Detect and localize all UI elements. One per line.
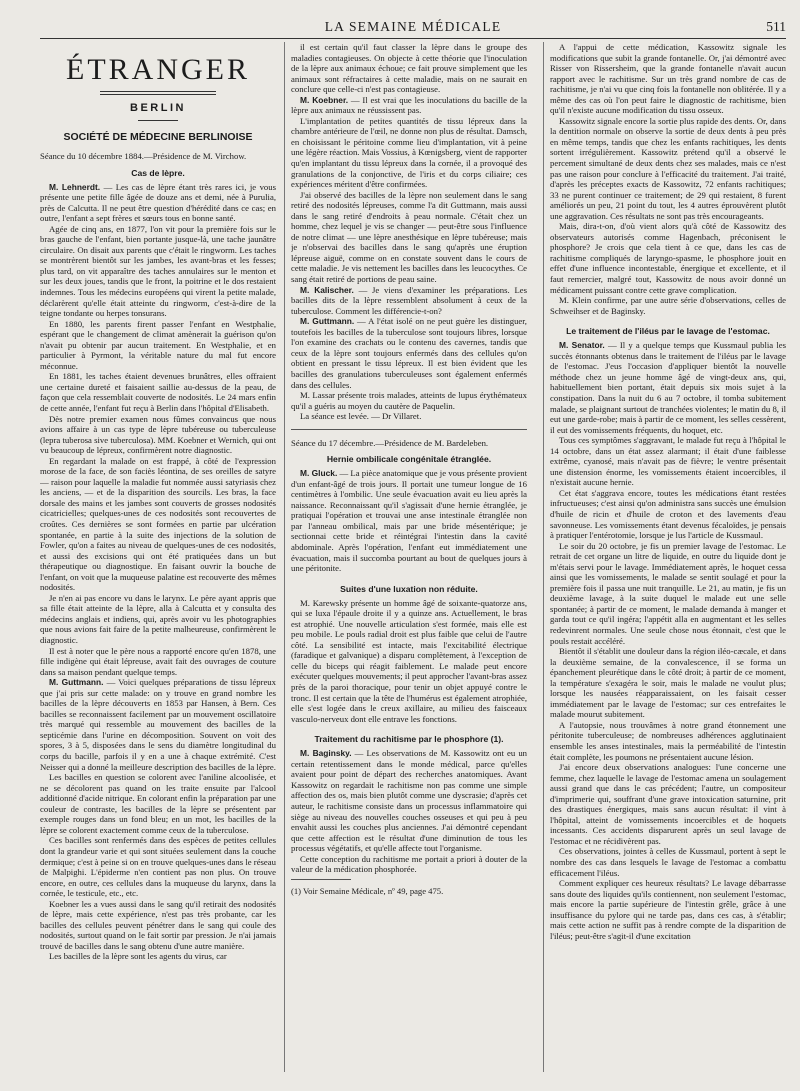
paragraph: En 1881, les taches étaient devenues brunâtres, elles offraient une certaine dureté et faisaient saillie au-dessus de la peau, de façon que cela ressemblait couverte de nodosités. Le 24 mars enfin de cette année, l'enfant fut reçu à Berlin dans l'hôpital d'Elisabeth. (40, 371, 276, 413)
seance-line: Séance du 10 décembre 1884.—Présidence de M. Virchow. (40, 151, 247, 161)
paragraph: Je n'en ai pas encore vu dans le larynx. Le père ayant appris que sa fille était atteinte de la lèpre, alla à Calcutta et y consulta des médecins anglais et indiens, qui, après avoir vu les photographies que nous avions fait faire de la petite malheureuse, confirmèrent le diagnostic. (40, 592, 276, 646)
column-2 (291, 42, 527, 1078)
paragraph: Cet état s'aggrava encore, toutes les médications étant restées infructueuses; c'est ainsi qu'on administra sans succès une émulsion d'huile de ricin et d'huile de croton et des lavements d'eau savonneuse. Les vomissements étant devenus fécaloïdes, je pensais à pratiquer l'entérotomie, lorsque je lus l'article de Kussmaul. (550, 487, 786, 541)
hernie-body (291, 468, 527, 573)
footnote: (1) Voir Semaine Médicale, nº 49, page 475. (291, 885, 444, 896)
paragraph: L'implantation de petites quantités de tissu lépreux dans la chambre antérieure de l'œil, ne donne non plus de résultat. Damsch, en choisissant le péritoine comme lieu d'implantation, vit à peine une légère réaction. Mais Vossius, à Kœnigsberg, vient de rapporter qu'en implantant du tissu lépreux dans la cornée, il a provoqué des granulations de la conjonctive, de l'iris et du corps ciliaire; ces expériences méritent d'être confirmées. (291, 115, 527, 190)
columns (40, 42, 786, 1078)
paragraph: M. Lassar présente trois malades, atteints de lupus érythémateux qu'il a guéris au moyen du cautère de Paquelin. (291, 390, 527, 411)
paragraph: La séance est levée. — Dr Villaret. (300, 411, 422, 422)
paragraph: J'ai observé des bacilles de la lèpre non seulement dans le sang retiré des nodosités lépreuses, comme l'a dit Guttmann, mais aussi dans le sang retiré d'endroits à peau normale. C'était chez un homme, chez lequel je vis se changer — peut-être sous l'influence de notre climat — une lèpre anesthésique en lèpre tubéreuse; mais je n'observai des bacilles dans le sang qu'après une éruption lépreuse aiguë, comme on en constate souvent dans le cours de cette maladie. Je vis nettement les bacilles dans les leucocythes. Ce sang était retiré de portions de peau saine. (291, 189, 527, 285)
column-divider (284, 42, 285, 1072)
paragraph: M. Senator. — Il y a quelque temps que Kussmaul publia les succès étonnants obtenus dans le traitement de l'iléus par le lavage de l'estomac. J'eus l'occasion d'appliquer bientôt la nouvelle méthode chez un jeune homme âgé de vingt-deux ans, qui, habituellement bien portant, était depuis six mois sujet à la constipation. Dans la nuit du 6 au 7 octobre, il tomba subitement malade, se plaignant surtout de tranchées violentes; le matin du 8, il eut une garde-robe; mais à partir de ce moment, les selles cessèrent, il eut des vomissements fréquents, du hoquet, etc. (550, 340, 786, 435)
society-heading: SOCIÉTÉ DE MÉDECINE BERLINOISE (63, 131, 253, 143)
col3-body (550, 42, 786, 316)
paragraph: Les bacilles de la lèpre sont les agents du virus, car (49, 951, 227, 962)
col2-body (291, 42, 527, 422)
paragraph: Kassowitz signale encore la sortie plus rapide des dents. Or, dans la dentition normale on observe la sortie de deux dents à peu près en même temps, tandis que chez les enfants rachitiques, les dents sortent irrégulièrement. Kassowitz prétend qu'il a observé le percement simultané de deux dents chez ses malades, mais ce n'est pas une raison pour conclure à l'efficacité du traitement. J'ai traité, d'après les préceptes exacts de Kassowitz, 72 enfants rachitiques; 33 ne purent continuer ce traitement; de 29 qui restaient, 8 furent améliorés un peu, 21 point du tout, les 4 autres éprouvèrent plutôt une aggravation. Ces résultats ne sont pas très encourageants. (550, 115, 786, 221)
paragraph: M. Kalischer. — Je viens d'examiner les préparations. Les bacilles dits de la lèpre ressemblent absolument à ceux de la tuberculose. Comment les différencie-t-on? (291, 284, 527, 316)
rachitisme-body (291, 748, 527, 875)
col1-body (40, 182, 276, 962)
separator-rule (291, 429, 527, 430)
newspaper-page (40, 16, 786, 1076)
paragraph: M. Gluck. — La pièce anatomique que je vous présente provient d'un enfant-âgé de trois jours. Il portait une tumeur longue de 16 centimètres à l'ombilic. Une seule évacuation avait eu lieu après la naissance. Reconnaissant qu'il s'agissait d'une hernie étranglée, je pratiquai l'opération et trouvai une anse intestinale étranglée non par l'anneau ombilical, mais par une bride mésentérique; je sectionnai cette bride et réintégrai l'intestin dans la cavité abdominale. Après l'opération, l'enfant eut immédiatement une évacuation, mais il succomba pourtant au bout de quelques jours à une péritonite. (291, 468, 527, 574)
paragraph: Ces observations, jointes à celles de Kussmaul, portent à sept le nombre des cas dans lesquels le lavage de l'estomac a combattu efficacement l'iléus. (550, 846, 786, 878)
running-title: LA SEMAINE MÉDICALE (324, 19, 502, 34)
paragraph: M. Baginsky. — Les observations de M. Kassowitz ont eu un certain retentissement dans le monde médical, parce qu'elles avaient pour point de départ des recherches anatomiques. Avant Kassowitz on regardait le rachitisme non pas comme une simple affection des os, mais bien plutôt comme une dyscrasie; d'après cet auteur, le rachitisme consiste dans un processus inflammatoire qui siège au niveau des nouvelles couches osseuses et qui peu à peu envahit aussi les couches plus anciennes. J'ai démontré cependant que cette affection est le résultat d'une diminution de tous les processus végétatifs, et qu'elle affecte tout l'organisme. (291, 748, 527, 854)
column-divider (543, 42, 544, 1072)
paragraph: M. Guttmann. — Voici quelques préparations de tissu lépreux que j'ai pris sur cette malade: on y trouve en grand nombre les bacilles de la lèpre découverts en 1853 par Hansen, à Bern. Ces bacilles se reconnaissent facilement par un mouvement oscillatoire très marqué qui ressemble au mouvement des bacilles de la septicémie dans l'urine en décomposition. Souvent on voit des spores, 3 à 5, disposées dans le sens du diamètre longitudinal du corps du bacille, parfois il y en a une à chaque extrémité. C'est Neisser qui a donné la meilleure description des bacilles de la lèpre. (40, 677, 276, 772)
page-number: 511 (766, 19, 786, 34)
luxation-body (291, 598, 527, 725)
paragraph: Cette conception du rachitisme me portait a priori à douter de la valeur de la médication phosphorée. (291, 853, 527, 875)
paragraph: Agée de cinq ans, en 1877, l'on vit pour la première fois sur le bras gauche de l'enfant, bien portante jusque-là, une tache jaunâtre circulaire. On disait aux parents que c'était le ringworm. Les taches se montrèrent bientôt sur les jambes, les avant-bras et les fesses; plus tard, on vit apparaître des taches annulaires sur le menton et sur les deux joues, tandis que le front, la poitrine et le dos restaient indemnes. Tous les médecins européens qui virent la petite malade, déclarèrent qu'elle était atteinte du ringworm, c'est-à-dire de la teigne tondante ou herpes tonsurans. (40, 223, 276, 319)
paragraph: Il est à noter que le père nous a rapporté encore qu'en 1878, une fille indigène qui était lépreuse, avait fait des ouvrages de couture dans sa maison pendant quelque temps. (40, 645, 276, 677)
section-title: ÉTRANGER (66, 53, 250, 86)
running-head (40, 16, 786, 39)
paragraph: En 1880, les parents firent passer l'enfant en Westphalie, espérant que le changement de climat amènerait la guérison qu'on n'avait pu obtenir par aucun traitement. En Westphalie, et en particulier à Pyrmont, la véritable nature du mal fut encore méconnue. (40, 318, 276, 371)
paragraph: M. Koebner. — Il est vrai que les inoculations du bacille de la lèpre aux animaux ne réussissent pas. (291, 94, 527, 116)
paragraph: M. Lehnerdt. — Les cas de lèpre étant très rares ici, je vous présente une petite fille âgée de douze ans et demi, née à Purulia, près de Calcutta. Il ne peut être question d'hérédité dans ce cas; en outre, l'enfant a sept frères et sœurs tous en bonne santé. (40, 181, 276, 224)
subheading-rachitisme: Traitement du rachitisme par le phosphore (1). (314, 734, 504, 745)
paragraph: il est certain qu'il faut classer la lèpre dans le groupe des maladies contagieuses. On objecte à cette théorie que l'inoculation de la lèpre aux animaux échoue; ce fait prouve simplement que les animaux sont réfractaires à cette maladie, mais on ne saurait en conclure que celle-ci n'est pas contagieuse. (291, 42, 527, 95)
double-rule (100, 91, 216, 95)
subheading-hernie: Hernie ombilicale congénitale étranglée. (326, 454, 492, 465)
subheading-luxation: Suites d'une luxation non réduite. (340, 583, 478, 594)
column-1 (40, 42, 276, 1078)
paragraph: M. Klein confirme, par une autre série d'observations, celles de Schweihser et de Baginsky. (550, 295, 786, 316)
paragraph: Koebner les a vues aussi dans le sang qu'il retirait des nodosités de lèpre, mais cette expérience, n'est pas très probante, car les bacilles des cellules peuvent pénétrer dans le sang qui coule des nodosités, surtout quand on le fait sortir par pression. Je n'ai jamais trouvé de bacilles dans le sang obtenu d'une autre manière. (40, 898, 276, 951)
paragraph: J'ai encore deux observations analogues: l'une concerne une femme, chez laquelle le lavage de l'estomac amena un soulagement aussi grand que dans le cas précédent; l'autre, un compositeur d'imprimerie qui, souffrant d'une grave intoxication saturnine, prit des drastiques énergiques, mais sans aucun résultat: il vint à l'hôpital, atteint de vomissements incoercibles et de hoquets incessants. Ces accidents disparurent après un seul lavage de l'estomac et ne récidivèrent pas. (550, 762, 786, 846)
short-rule (138, 120, 178, 121)
subheading-ileus: Le traitement de l'iléus par le lavage de l'estomac. (566, 326, 770, 337)
paragraph: Bientôt il s'établit une douleur dans la région iléo-cæcale, et dans la deuxième semaine, de la convalescence, il se forma un épanchement pleurétique dans le côté droit; à partir de ce moment, la température s'exagéra le soir, mais le malade ne voulut plus; lorsque les nausées réapparaissaient, on les faisait cesser immédiatement par le lavage de l'estomac; sur ces entrefaites le malade mourut subitement. (550, 646, 786, 720)
column-3 (550, 42, 786, 1078)
footnote-rule (291, 879, 351, 880)
city-heading: BERLIN (130, 102, 186, 114)
paragraph: Dès notre premier examen nous fûmes convaincus que nous avions affaire à un cas type de lèpre tubéreuse ou tuberculeuse (lepra tuberosa sive tuberculosa). MM. Koebner et Wernich, qui ont vu beaucoup de lépreux, confirmèrent notre diagnostic. (40, 413, 276, 456)
paragraph: En regardant la malade on est frappé, à côté de l'expression morose de la face, de son faciès léontina, de ses oreilles de satyre — raison pour laquelle la maladie fut nommée aussi satyriasis chez les anciens, — et de la disparition des sourcils. Les bras, la face dorsale des mains et les jambes sont couverts de grosses nodosités cicatricielles; quelques-unes de ces nodosités sont recouvertes de croûtes. Ces dernières se sont formées en partie par ulcération spontanée, en partie à la suite des injections de la solution de Fowler, qu'on a faites au niveau de quelques-unes de ces nodosités, et aussi des excisions qui ont été pratiquées dans un but thérapeutique ou diagnostique. En faisant ouvrir la bouche de l'enfant, on voit que la muqueuse palatine est recouverte des mêmes nodosités. (40, 455, 276, 593)
paragraph: Comment expliquer ces heureux résultats? Le lavage débarrasse sans doute des liquides qu'ils contiennent, non seulement l'estomac, mais encore la partie supérieure de l'intestin grêle, grâce à une insuffisance du pylore qui ne tarde pas, dans ces cas, à s'établir; mais cette action ne suffit pas à rendre compte de la disparition de l'iléus; peut-être s'agit-il d'une excitation (550, 878, 786, 941)
seance-line-2: Séance du 17 décembre.—Présidence de M. Bardeleben. (291, 437, 489, 448)
paragraph: M. Karewsky présente un homme âgé de soixante-quatorze ans, qui se luxa l'épaule droite il y a quinze ans. Actuellement, le bras est atrophié. Une nouvelle articulation s'est formée, mais elle est peu mobile. Le pouls radial droit est plus faible que celui de l'autre côté. La sensibilité est intacte, mais l'excitabilité électrique (faradique et galvanique) a disparu complètement, à l'exception de celle du biceps qui réagit faiblement. Le malade peut encore exécuter quelques mouvements; il peut approcher l'avant-bras assez près de la paroi thoracique, pour tenir un objet appuyé contre le tronc. Il est certain que la tête de l'humérus est également atrophiée, elle s'est logée dans le creux axillaire, au milieu des faisceaux vasculo-nerveux dont elle entrave les fonctions. (291, 597, 527, 724)
paragraph: A l'appui de cette médication, Kassowitz signale les modifications que subit la grande fontanelle. Or, j'ai démontré avec Risser von Rissersheim, que la grande fontanelle n'avait aucun rapport avec le rachitisme. Sur un très grand nombre de cas de rachitisme, je n'ai vu que cinq fois la fontanelle non oblitérée. Il y a même des cas où l'on peut faire le diagnostic de rachitisme, bien qu'il n'existe aucune modification du tissu osseux. (550, 42, 786, 116)
paragraph: Les bacilles en question se colorent avec l'aniline alcoolisée, et ne se décolorent pas quand on les traite ensuite par l'alcool additionné d'acide nitrique. En colorant enfin la préparation par une couleur de contraste, les bacilles de la lèpre se présentent par exemple rouges dans un fond bleu; en un mot, les bacilles de la lèpre se colorent exactement comme ceux de la tuberculose. (40, 772, 276, 835)
paragraph: Tous ces symptômes s'aggravant, le malade fut reçu à l'hôpital le 14 octobre, dans un état assez alarmant; il était d'une faiblesse extrême, cyanosé, mais n'avait pas de fièvre; le ventre présentait une distension énorme, les vomissements étaient incoercibles, il n'existait aucune hernie. (550, 435, 786, 488)
paragraph: Mais, dira-t-on, d'où vient alors qu'à côté de Kassowitz des observateurs autorisés comme Hagenbach, préconisent le phosphore? Je crois que cela tient à ce que, dans les cas de rachitisme compliqués de laryngo-spasme, le phosphore jouit en effet d'une influence incontestable, énergique et excellente, et il faut remercier, malgré tout, Kassowitz de nous avoir donné un médicament puissant contre cette grave complication. (550, 221, 786, 295)
subheading-lepre: Cas de lèpre. (131, 167, 185, 178)
paragraph: Ces bacilles sont renfermés dans des espèces de petites cellules dont la grandeur varie et qui sont situées seulement dans la couche dermique; c'est à peine si on en trouve quelques-unes dans le réseau de Malpighi. L'épiderme n'en contient pas non plus. On trouve encore, en outre, ces cellules dans la muqueuse du larynx, dans la cornée, le testicule, etc., etc. (40, 835, 276, 899)
paragraph: M. Guttmann. — A l'état isolé on ne peut guère les distinguer, toutefois les bacilles de la tuberculose sont toujours libres, lorsque l'on examine des crachats ou le contenu des cavernes, tandis que ceux de la lèpre sont toujours enfermés dans des cellules qu'on obtient en pressant le tissu lépreux. Il est bien évident que les bacilles des granulations tuberculeuses sont également enfermés dans des cellules. (291, 316, 527, 390)
paragraph: A l'autopsie, nous trouvâmes à notre grand étonnement une péritonite tuberculeuse; de nombreuses adhérences agglutinaient ensemble les anses intestinales, mais la perméabilité de l'intestin était complète, les poumons ne présentaient aucune lésion. (550, 719, 786, 762)
paragraph: Le soir du 20 octobre, je fis un premier lavage de l'estomac. Le retrait de cet organe un litre de liquide, en outre du liquide dont je m'étais servi pour le lavage. Immédiatement après, le hoquet cessa ainsi que les vomissements, le malade se sentit soulagé et pour la première fois il passa une nuit tranquille. Le 21, au matin, je fis un deuxième lavage, à la suite duquel le malade eut une selle spontanée; à partir de ce moment, le malade demanda à manger et garda tout ce qu'il ingéra; l'appétit alla en augmentant et les selles redevinrent normales. Une seule chose nous étonnait, c'est que le pouls restait accéléré. (550, 540, 786, 646)
ileus-body (550, 340, 786, 941)
